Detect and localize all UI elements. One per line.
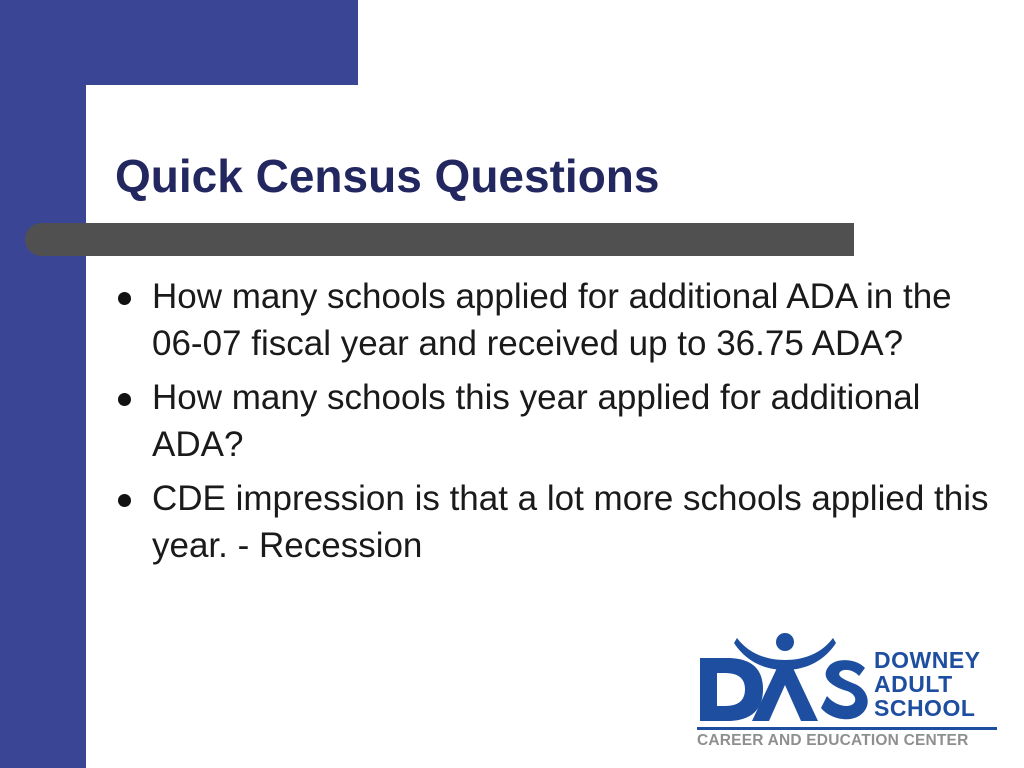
bullet-text: CDE impression is that a lot more schools applied this year. - Recession [152,479,989,565]
logo-name-line: ADULT [874,671,953,697]
logo-tagline: CAREER AND EDUCATION CENTER [697,732,969,749]
bullet-text: How many schools this year applied for additional ADA? [152,378,921,464]
logo-school-name [874,648,981,720]
top-accent-band [86,0,358,85]
downey-adult-school-logo [697,628,1002,756]
title-divider-bar [25,223,854,256]
logo-divider [697,727,997,730]
bullet-item [112,273,992,367]
bullet-item [112,374,992,468]
logo-name-line: DOWNEY [874,647,981,673]
bullet-dot-icon [118,292,131,305]
left-accent-band [0,0,86,768]
bullet-dot-icon [118,393,131,406]
bullet-dot-icon [118,494,131,507]
bullet-text: How many schools applied for additional ADA in the 06-07 fiscal year and received up to 36.75 ADA? [152,277,952,363]
logo-name-line: SCHOOL [874,695,976,721]
bullet-item [112,475,992,569]
bullet-list [112,273,992,576]
slide-title: Quick Census Questions [115,150,660,202]
das-logo-mark-icon [697,628,872,728]
